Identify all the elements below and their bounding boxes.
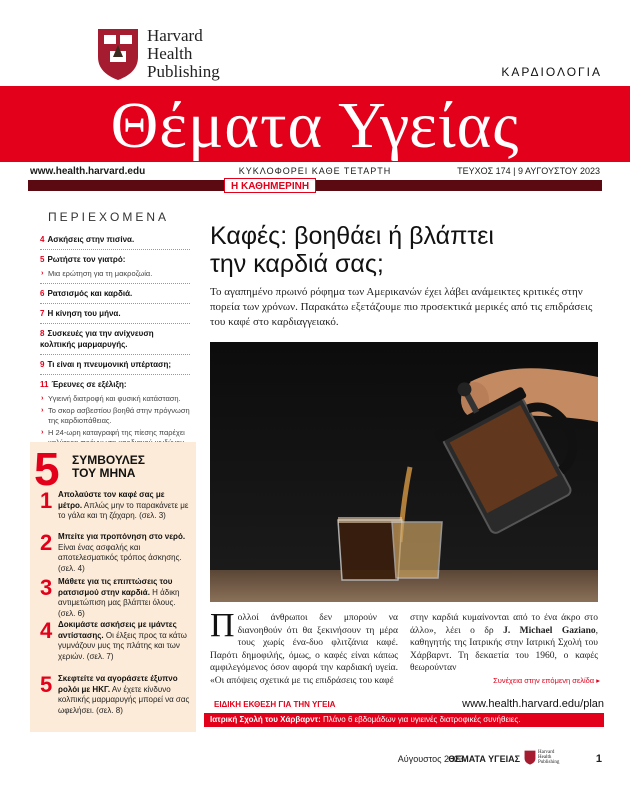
- toc-subitem: › Μια ερώτηση για τη μακροζωία.: [40, 269, 190, 279]
- special-report-label: ΕΙΔΙΚΗ ΕΚΘΕΣΗ ΓΙΑ ΤΗΝ ΥΓΕΙΑ: [214, 700, 336, 709]
- coffee-press-photo: [210, 342, 598, 602]
- page-number: 1: [595, 753, 602, 765]
- tips-title: ΣΥΜΒΟΥΛΕΣ ΤΟΥ ΜΗΝΑ: [72, 453, 145, 480]
- toc-divider: [40, 249, 190, 250]
- toc-item-title: Ρατσισμός και καρδιά.: [47, 289, 133, 298]
- issue-info: ΤΕΥΧΟΣ 174 | 9 ΑΥΓΟΥΣΤΟΥ 2023: [457, 166, 600, 176]
- tip-item: [40, 577, 190, 619]
- toc-subitem: › Υγιεινή διατροφή και φυσική κατάσταση.: [40, 394, 190, 404]
- toc-page-number: 4: [40, 235, 45, 244]
- tip-number: 2: [40, 530, 53, 555]
- toc-item-title: Η κίνηση του μήνα.: [47, 309, 121, 318]
- toc-page-number: 7: [40, 309, 45, 318]
- toc-page-number: 6: [40, 289, 45, 298]
- article-body-column-2: στην καρδιά κυμαίνονται από το ένα άκρο στο άλλο», λέει ο δρ J. Michael Gaziano, καθηγητής της Ιατρικής στην Ιατρική Σχολή του Χάρβαρντ. Τη δεκαετία του 1960, ο καφές θεωρούνταν: [410, 613, 598, 673]
- tip-text: Δοκιμάστε ασκήσεις με ιμάντες αντίστασης. Οι έλξεις προς τα κάτω γυμνάζουν μυς της πλάτης και των χεριών. (σελ. 7): [58, 620, 187, 661]
- tip-number: 5: [40, 672, 53, 697]
- toc-divider: [40, 303, 190, 304]
- table-of-contents: [40, 210, 190, 450]
- toc-divider: [40, 283, 190, 284]
- toc-item[interactable]: [40, 379, 190, 390]
- footer-magazine: ΘΕΜΑΤΑ ΥΓΕΙΑΣ: [448, 754, 520, 764]
- newspaper-label: Η ΚΑΘΗΜΕΡΙΝΗ: [224, 178, 316, 193]
- toc-item[interactable]: [40, 308, 190, 319]
- publisher-name: Harvard Health Publishing: [147, 26, 220, 81]
- masthead-title: Θέματα Υγείας: [110, 89, 520, 162]
- toc-item-title: Ρωτήστε τον γιατρό:: [47, 255, 126, 264]
- article-headline: Καφές: βοηθάει ή βλάπτει την καρδιά σας;: [210, 222, 494, 278]
- doctor-name: J. Michael Gaziano: [503, 625, 596, 636]
- article-lede: Το αγαπημένο πρωινό ρόφημα των Αμερικανών έχει λάβει ανάμεικτες κριτικές στην πορεία των χρόνων. Παρακάτω εξετάζουμε πιο προσεκτικά μερικές από τις επιδράσεις του καφέ στο καρδιαγγειακό.: [210, 286, 593, 328]
- toc-page-number: 9: [40, 360, 45, 369]
- tip-item: [40, 620, 190, 662]
- toc-item-title: Συσκευές για την ανίχνευση κολπικής μαρμαρυγής.: [40, 329, 154, 349]
- toc-item-title: Έρευνες σε εξέλιξη:: [51, 380, 127, 389]
- toc-divider: [40, 323, 190, 324]
- plan-url-link[interactable]: www.health.harvard.edu/plan: [462, 698, 604, 710]
- promo-banner[interactable]: Ιατρική Σχολή του Χάρβαρντ: Πλάνο 6 εβδομάδων για υγιεινές διατροφικές συνήθειες.: [204, 713, 604, 727]
- toc-divider: [40, 374, 190, 375]
- toc-heading: ΠΕΡΙΕΧΟΜΕΝΑ: [48, 210, 170, 224]
- special-report-bar: [204, 700, 604, 712]
- toc-item[interactable]: [40, 328, 190, 350]
- toc-item[interactable]: [40, 288, 190, 299]
- harvard-shield-small-icon: [524, 750, 536, 765]
- tip-text: Σκεφτείτε να αγοράσετε έξυπνο ρολόι με ΗΚΓ. Αν έχετε κίνδυνο κολπικής μαρμαρυγής μπορεί να σας ωφελήσει. (σελ. 8): [58, 674, 190, 715]
- section-label: ΚΑΡΔΙΟΛΟΓΙΑ: [501, 65, 602, 79]
- harvard-health-logo: [96, 27, 236, 82]
- tip-number: 3: [40, 575, 53, 600]
- masthead: [0, 86, 630, 162]
- toc-item-title: Τι είναι η πνευμονική υπέρταση;: [47, 360, 172, 369]
- toc-item[interactable]: [40, 234, 190, 245]
- toc-divider: [40, 354, 190, 355]
- website-url[interactable]: www.health.harvard.edu: [30, 166, 146, 177]
- page-footer: [0, 752, 602, 766]
- tips-big-number: 5: [34, 443, 60, 495]
- footer-date: Αύγουστος 2023: [397, 754, 464, 764]
- tip-text: Μάθετε για τις επιπτώσεις του ρατσισμού στην καρδιά. Η άδικη αντιμετώπιση μας βλάπτει όλους. (σελ. 6): [58, 577, 180, 618]
- tip-item: [40, 674, 190, 716]
- tip-number: 1: [40, 488, 53, 513]
- continue-link[interactable]: Συνέχεια στην επόμενη σελίδα ▸: [493, 676, 600, 685]
- publication-frequency: ΚΥΚΛΟΦΟΡΕΙ ΚΑΘΕ ΤΕΤΑΡΤΗ: [238, 166, 392, 176]
- toc-item[interactable]: [40, 359, 190, 370]
- toc-subitem: › Το σκορ ασβεστίου βοηθά στην πρόγνωση της καρδιοπάθειας.: [40, 406, 190, 426]
- tip-text: Απολαύστε τον καφέ σας με μέτρο. Απλώς μην το παρακάνετε με το γάλα και τη ζάχαρη. (σελ. 3): [58, 490, 189, 520]
- toc-list: [40, 234, 190, 448]
- footer-logo: Harvard Health Publishing: [524, 750, 564, 768]
- tip-number: 4: [40, 618, 53, 643]
- toc-page-number: 8: [40, 329, 45, 338]
- tips-box: [30, 442, 196, 732]
- toc-page-number: 5: [40, 255, 45, 264]
- article-body-column-1: Πολλοί άνθρωποι δεν μπορούν να διανοηθούν ότι θα ξεκινήσουν τη μέρα τους χωρίς ένα-δυο φλιτζάνια καφέ. Παρότι δημοφιλής, όμως, ο καφές είναι κάπως αμφιλεγόμενος όσον αφορά την καρδιακή υγεία. «Οι απόψεις σχετικά με τις επιδράσεις του καφέ: [210, 607, 398, 686]
- toc-subitem: › Η 24-ωρη καταγραφή της πίεσης παρέχει: [40, 428, 190, 448]
- toc-item[interactable]: [40, 254, 190, 265]
- toc-page-number: 11: [40, 380, 49, 389]
- tip-item: [40, 490, 190, 522]
- tip-text: Μπείτε για προπόνηση στο νερό. Είναι ένας ασφαλής και αποτελεσματικός τρόπος άσκησης. (σελ. 4): [58, 532, 186, 573]
- drop-cap: Π: [210, 607, 235, 644]
- harvard-shield-icon: [96, 27, 140, 81]
- tip-item: [40, 532, 190, 574]
- coffee-illustration: [210, 342, 598, 602]
- toc-item-title: Ασκήσεις στην πισίνα.: [47, 235, 135, 244]
